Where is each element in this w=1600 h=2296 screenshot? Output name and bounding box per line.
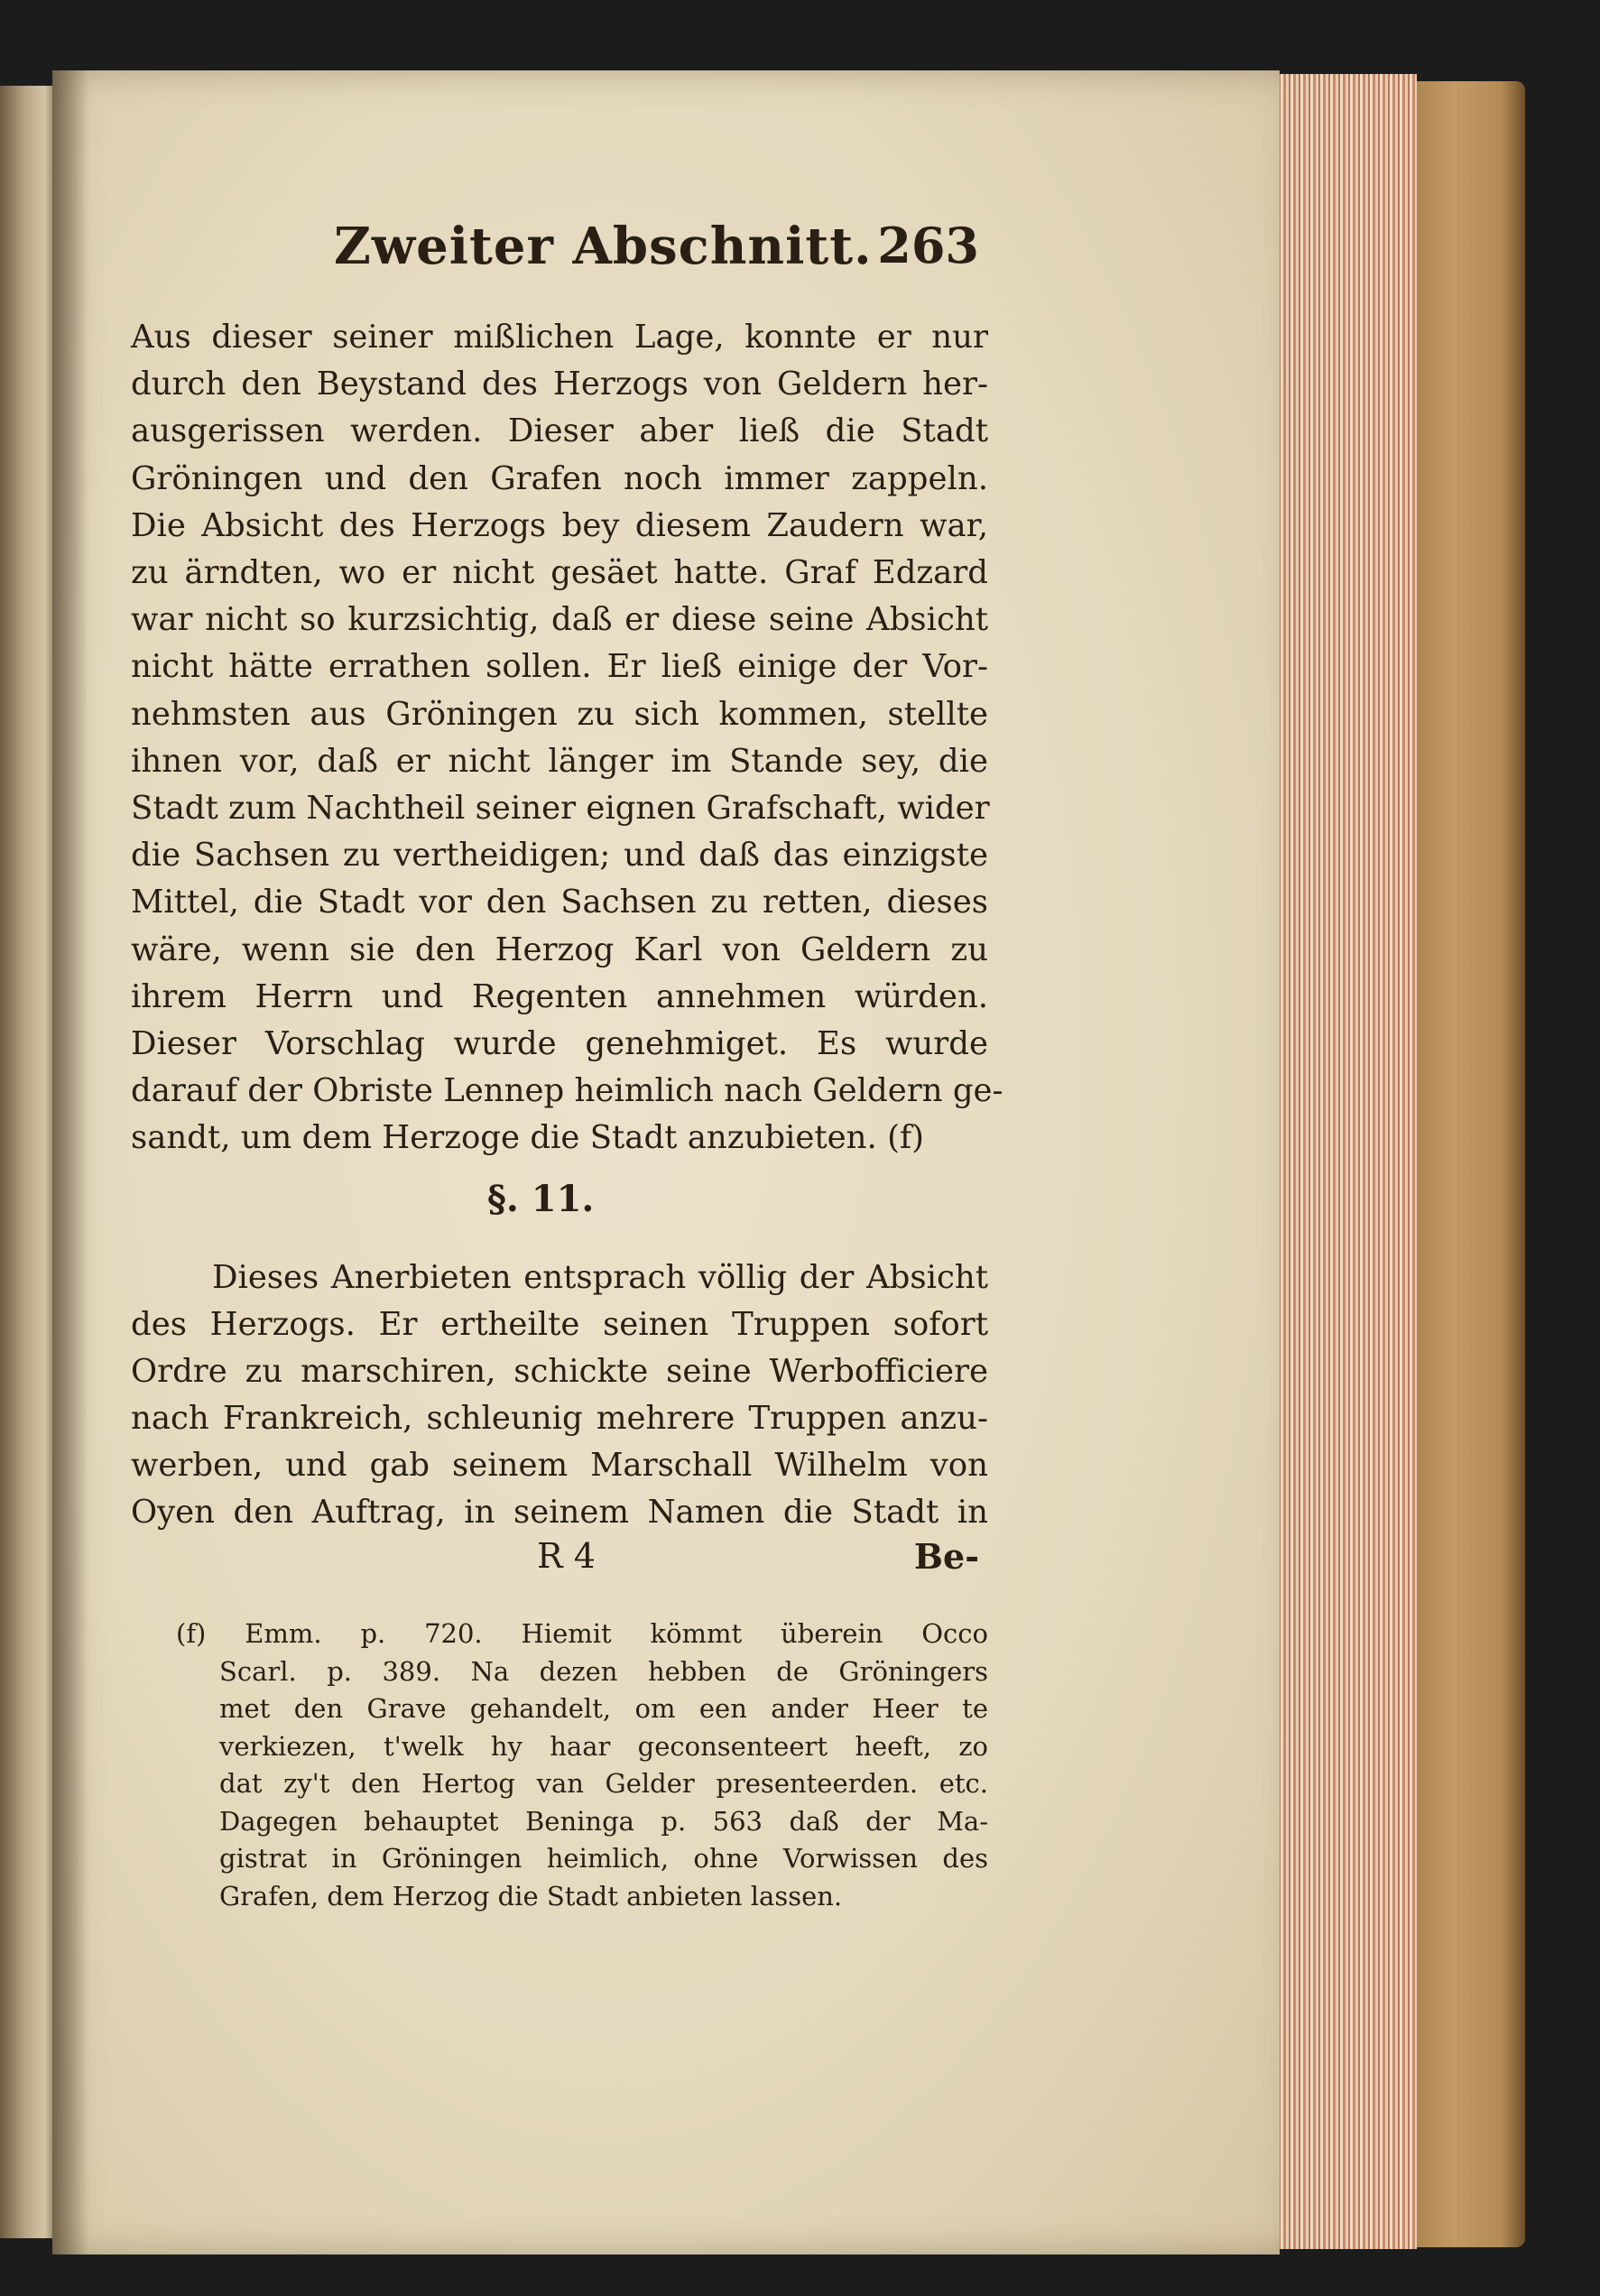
signature-line (131, 1536, 988, 1581)
running-head: Zweiter Abschnitt. (334, 217, 873, 276)
text-line: wäre, wenn sie den Herzog Karl von Geldern zu (131, 930, 988, 968)
text-line: ihrem Herrn und Regenten annehmen würden. (131, 977, 988, 1015)
text-line: zu ärndten, wo er nicht gesäet hatte. Graf Edzard (131, 554, 988, 592)
text-line: Gröningen und den Grafen noch immer zappeln. (131, 459, 988, 497)
text-line: Oyen den Auftrag, in seinem Namen die Stadt in (131, 1494, 988, 1531)
text-line: durch den Beystand des Herzogs von Geldern her- (131, 366, 988, 403)
page-block-edges (1263, 74, 1417, 2249)
book-cover-edge (1408, 81, 1525, 2247)
catchword: Be- (913, 1536, 979, 1577)
text-line: werben, und gab seinem Marschall Wilhelm von (131, 1447, 988, 1484)
text-block (131, 208, 1003, 2013)
footnote-line: dat zy't den Hertog van Gelder presenteerden. etc. (219, 1768, 988, 1799)
footnote-line: verkiezen, t'welk hy haar geconsenteert heeft, zo (219, 1730, 988, 1762)
footnote-line: Dagegen behauptet Beninga p. 563 daß der Ma- (219, 1805, 988, 1837)
text-line: nehmsten aus Gröningen zu sich kommen, stellte (131, 695, 988, 733)
text-line: darauf der Obriste Lennep heimlich nach Geldern ge- (131, 1072, 1003, 1110)
text-line: die Sachsen zu vertheidigen; und daß das einzigste (131, 837, 988, 875)
text-line: Dieses Anerbieten entsprach völlig der Absicht (212, 1259, 988, 1296)
page-gutter-shadow (52, 70, 88, 2254)
text-line: nicht hätte errathen sollen. Er ließ einige der Vor- (131, 648, 988, 686)
body-paragraph (131, 314, 1003, 1162)
facing-page-edge (0, 86, 56, 2238)
text-line: ausgerissen werden. Dieser aber ließ die Stadt (131, 412, 988, 450)
text-line: nach Frankreich, schleunig mehrere Truppen anzu- (131, 1400, 988, 1437)
signature-mark: R 4 (537, 1536, 596, 1576)
section-heading: §. 11. (487, 1178, 595, 1220)
text-line: des Herzogs. Er ertheilte seinen Truppen sofort (131, 1306, 988, 1343)
text-line: Mittel, die Stadt vor den Sachsen zu retten, dieses (131, 884, 988, 921)
text-line: Die Absicht des Herzogs bey diesem Zaudern war, (131, 506, 988, 544)
page-number: 263 (877, 217, 979, 274)
text-line: sandt, um dem Herzoge die Stadt anzubieten. (f) (131, 1119, 924, 1157)
footnote (176, 1616, 988, 1915)
text-line: Ordre zu marschiren, schickte seine Werbofficiere (131, 1353, 988, 1390)
footnote-line: gistrat in Gröningen heimlich, ohne Vorwissen des (219, 1843, 988, 1874)
footnote-line: met den Grave gehandelt, om een ander Heer te (219, 1693, 988, 1724)
footnote-line: Grafen, dem Herzog die Stadt anbieten lassen. (219, 1880, 843, 1912)
footnote-line: Scarl. p. 389. Na dezen hebben de Gröningers (219, 1655, 988, 1687)
text-line: Aus dieser seiner mißlichen Lage, konnte er nur (131, 319, 988, 356)
text-line: Dieser Vorschlag wurde genehmiget. Es wurde (131, 1025, 988, 1063)
text-line: war nicht so kurzsichtig, daß er diese seine Absicht (131, 601, 988, 639)
text-line: ihnen vor, daß er nicht länger im Stande sey, die (131, 742, 988, 780)
text-line: Stadt zum Nachtheil seiner eignen Grafschaft, wider (131, 790, 990, 828)
footnote-line: (f) Emm. p. 720. Hiemit kömmt überein Occo (176, 1618, 988, 1649)
page-header (131, 208, 997, 289)
section-paragraph (131, 1254, 988, 1536)
